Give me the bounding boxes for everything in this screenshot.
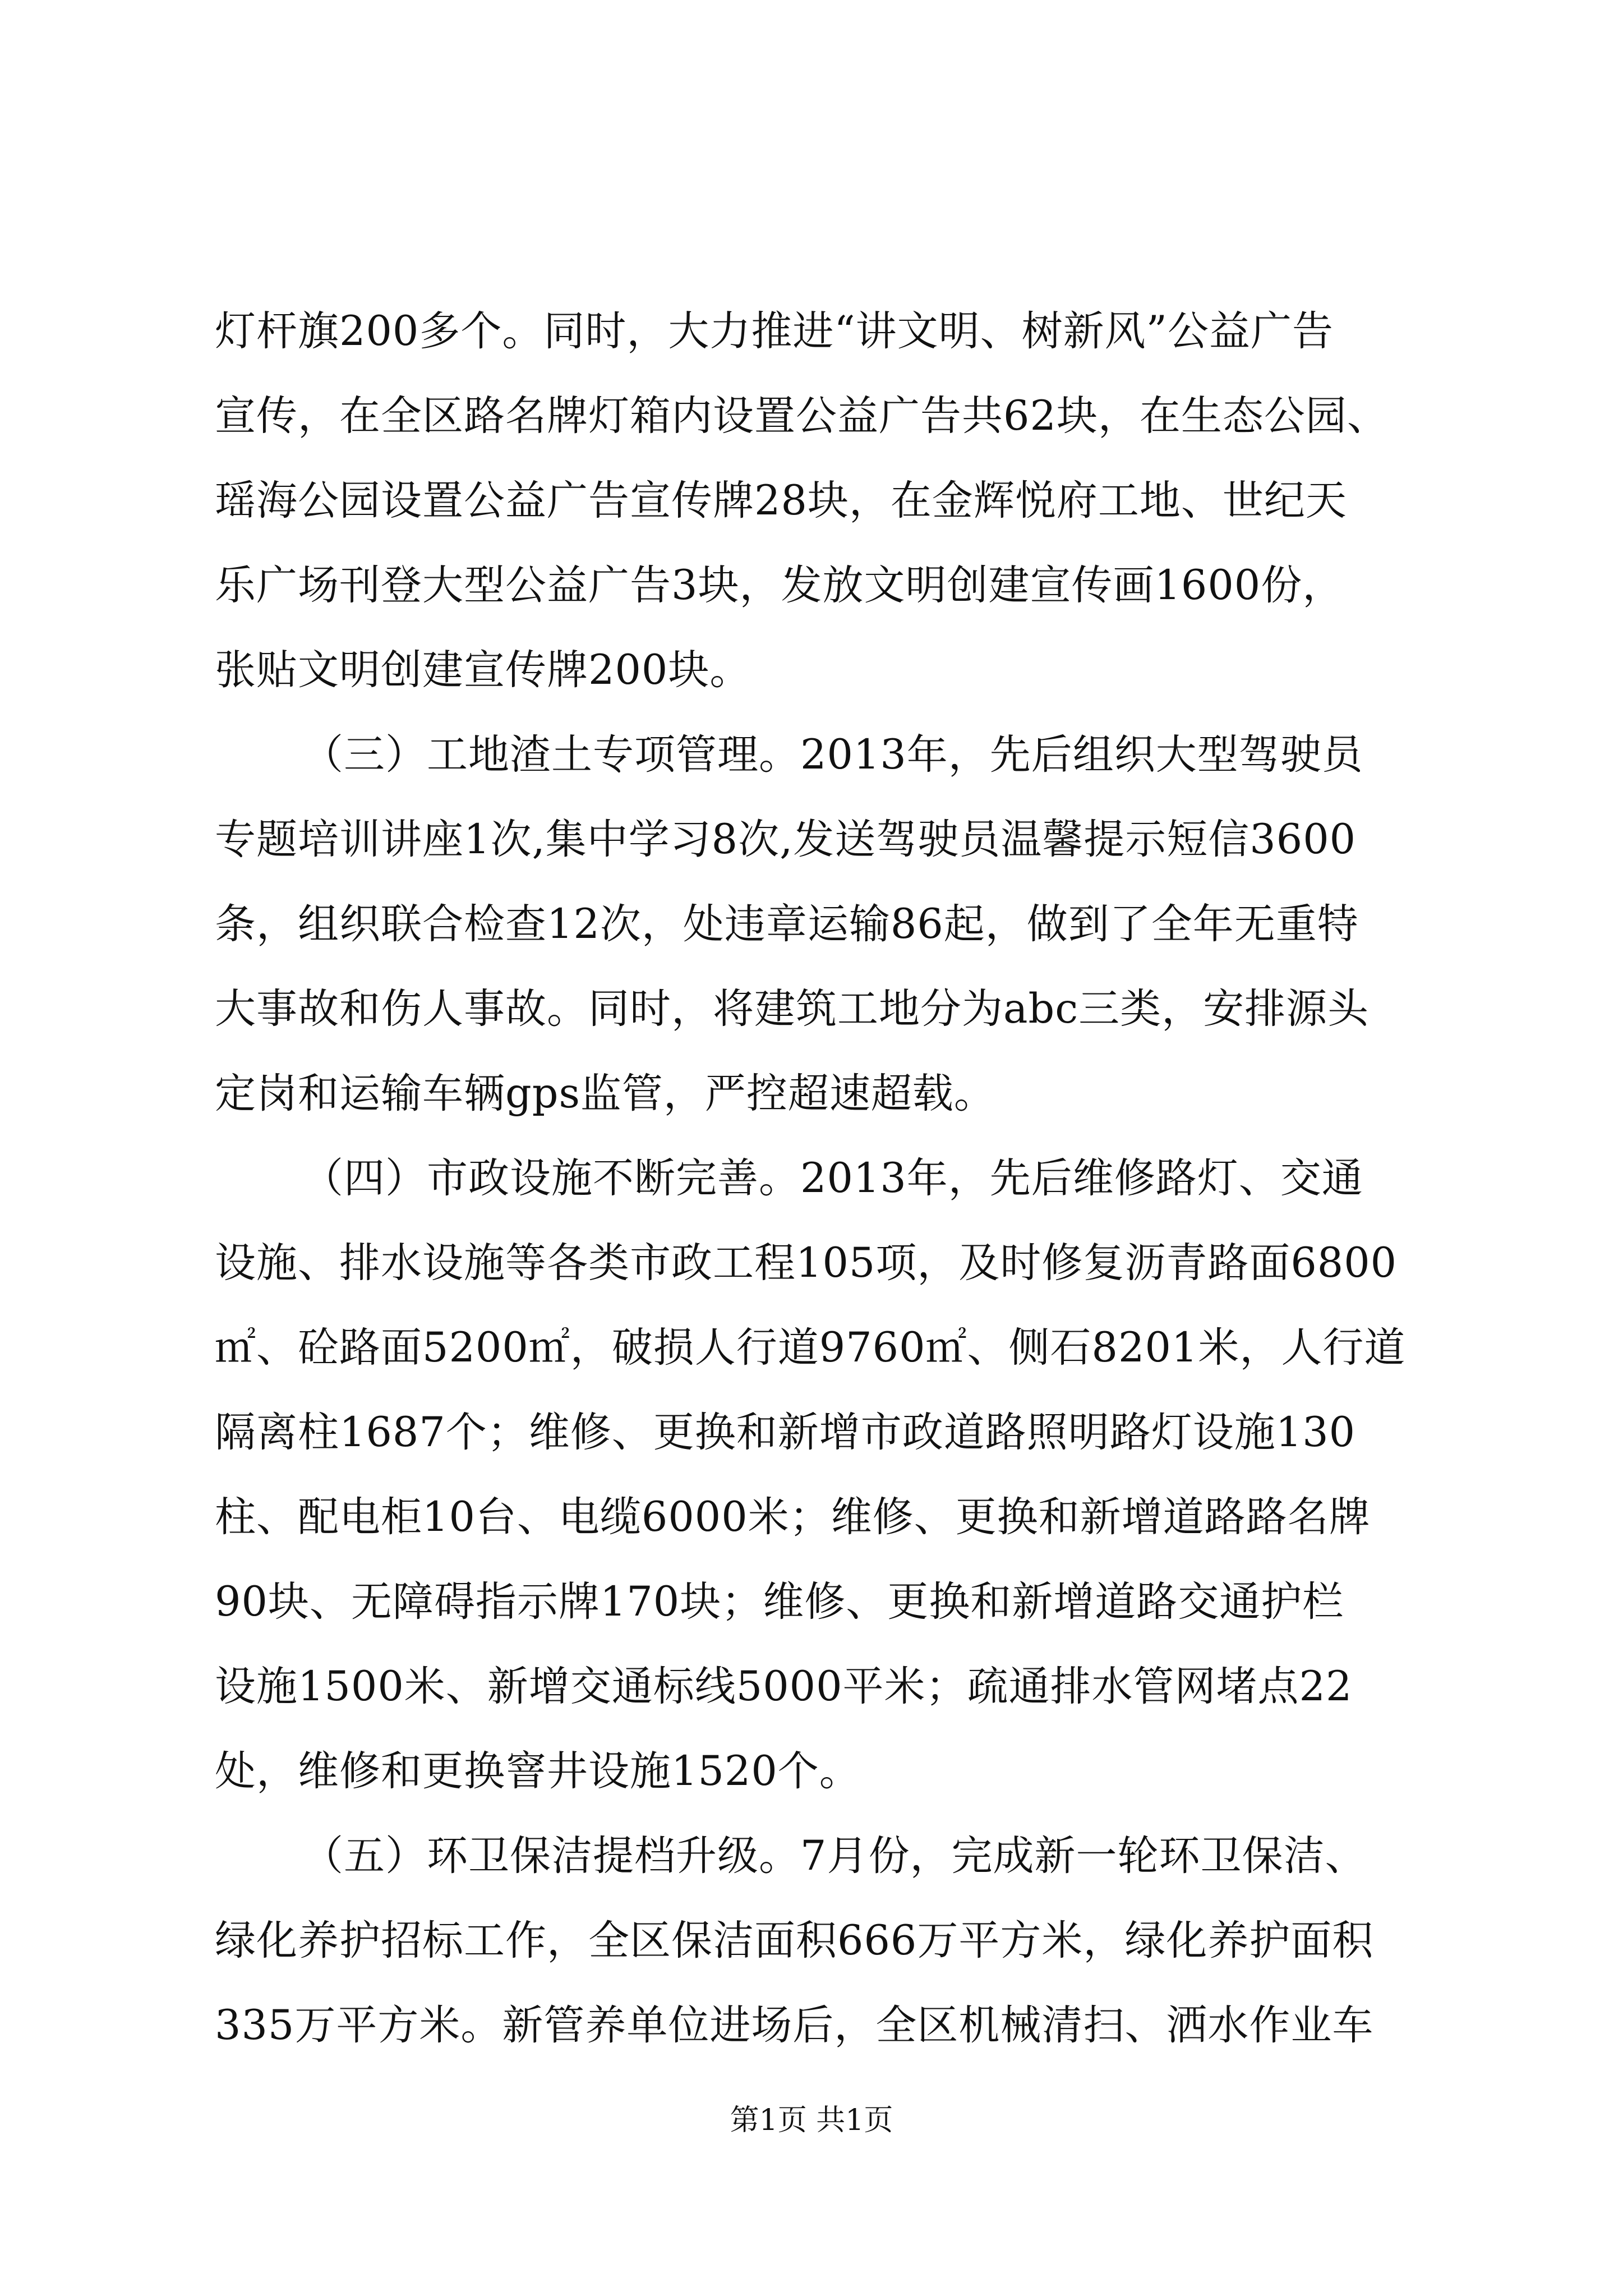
text-line: 专题培训讲座1次,集中学习8次,发送驾驶员温馨提示短信3600 — [215, 816, 1357, 863]
text-line: 乐广场刊登大型公益广告3块，发放文明创建宣传画1600份， — [215, 562, 1344, 609]
section-heading-line: （三）工地渣土专项管理。2013年，先后组织大型驾驶员 — [302, 731, 1363, 779]
section-heading-line: （四）市政设施不断完善。2013年，先后维修路灯、交通 — [302, 1154, 1363, 1202]
text-line: 隔离柱1687个；维修、更换和新增市政道路照明路灯设施130 — [215, 1409, 1356, 1456]
text-line: 柱、配电柜10台、电缆6000米；维修、更换和新增道路路名牌 — [215, 1493, 1371, 1541]
text-line: 处，维修和更换窨井设施1520个。 — [215, 1747, 861, 1795]
text-line: 条，组织联合检查12次，处违章运输86起，做到了全年无重特 — [215, 900, 1359, 948]
text-line: 瑶海公园设置公益广告宣传牌28块，在金辉悦府工地、世纪天 — [215, 477, 1347, 524]
text-line: 设施1500米、新增交通标线5000平米；疏通排水管网堵点22 — [215, 1663, 1353, 1710]
text-line: 设施、排水设施等各类市政工程105项，及时修复沥青路面6800 — [215, 1239, 1398, 1287]
document-body — [215, 289, 1421, 2068]
text-line: 大事故和伤人事故。同时，将建筑工地分为abc三类，安排源头 — [215, 985, 1370, 1033]
text-line: 335万平方米。新管养单位进场后，全区机械清扫、洒水作业车 — [215, 2001, 1374, 2049]
text-line: 灯杆旗200多个。同时，大力推进“讲文明、树新风”公益广告 — [215, 307, 1334, 355]
text-line: 张贴文明创建宣传牌200块。 — [215, 646, 751, 694]
text-line: 宣传，在全区路名牌灯箱内设置公益广告共62块，在生态公园、 — [215, 392, 1389, 440]
text-line: 绿化养护招标工作，全区保洁面积666万平方米，绿化养护面积 — [215, 1917, 1374, 1964]
text-line: ㎡、砼路面5200㎡，破损人行道9760㎡、侧石8201米，人行道 — [215, 1324, 1406, 1372]
text-line: 90块、无障碍指示牌170块；维修、更换和新增道路交通护栏 — [215, 1578, 1344, 1626]
section-heading-line: （五）环卫保洁提档升级。7月份，完成新一轮环卫保洁、 — [302, 1832, 1367, 1880]
text-line: 定岗和运输车辆gps监管，严控超速超载。 — [215, 1070, 995, 1117]
page-footer: 第1页 共1页 — [730, 2104, 893, 2137]
